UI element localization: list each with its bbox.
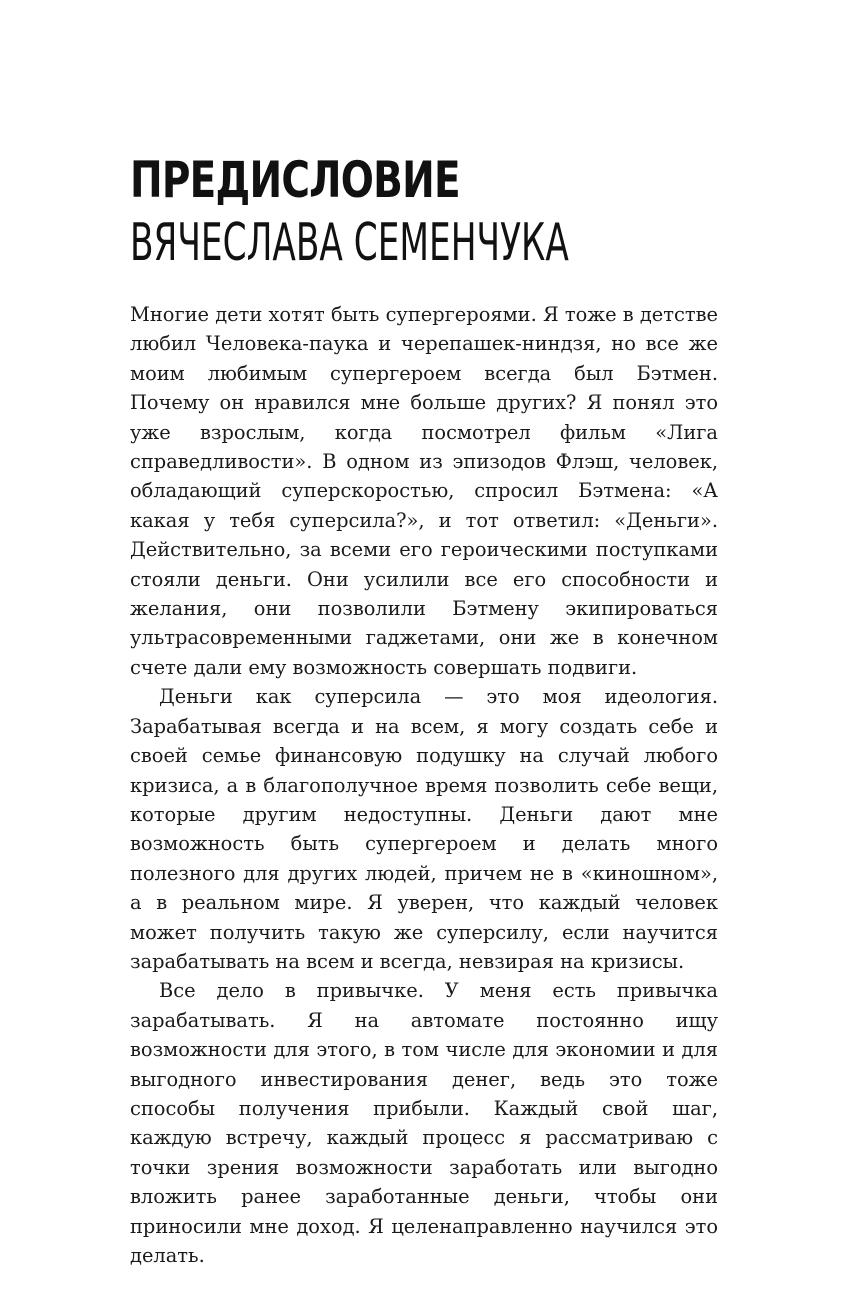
chapter-title: ПРЕДИСЛОВИЕ [130, 151, 460, 209]
chapter-heading [130, 152, 770, 274]
chapter-body [130, 300, 718, 1270]
paragraph: Деньги как суперсила — это моя идеология. Зарабатывая всегда и на всем, я могу создать себе и своей семье финансовую подушку на случай любого кризиса, а в благополучное время позволить себе вещи, которые другим недоступны. Деньги дают мне возможность быть супергероем и делать много полезного для других людей, причем не в «киношном», а в реальном мире. Я уверен, что каждый человек может получить такую же суперсилу, если научится зарабатывать на всем и всегда, невзирая на кризисы. [130, 685, 718, 973]
paragraph: Все дело в привычке. У меня есть привычка зарабатывать. Я на автомате постоянно ищу возможности для этого, в том числе для экономии и для выгодного инвестирования денег, ведь это тоже способы получения прибыли. Каждый свой шаг, каждую встречу, каждый процесс я рассматриваю с точки зрения возможности заработать или выгодно вложить ранее заработанные деньги, чтобы они приносили мне доход. Я целенаправленно научился это делать. [130, 979, 718, 1267]
chapter-author: ВЯЧЕСЛАВА СЕМЕНЧУКА [130, 213, 569, 273]
paragraph: Многие дети хотят быть супергероями. Я тоже в детстве любил Человека-паука и черепашек-ниндзя, но все же моим любимым супергероем всегда был Бэтмен. Почему он нравился мне больше других? Я понял это уже взрослым, когда посмотрел фильм «Лига справедливости». В одном из эпизодов Флэш, человек, обладающий суперскоростью, спросил Бэтмена: «А какая у тебя суперсила?», и тот ответил: «Деньги». Действительно, за всеми его героическими поступками стояли деньги. Они усилили все его способности и желания, они позволили Бэтмену экипироваться ультрасовременными гаджетами, они же в конечном счете дали ему возможность совершать подвиги. [130, 303, 718, 679]
